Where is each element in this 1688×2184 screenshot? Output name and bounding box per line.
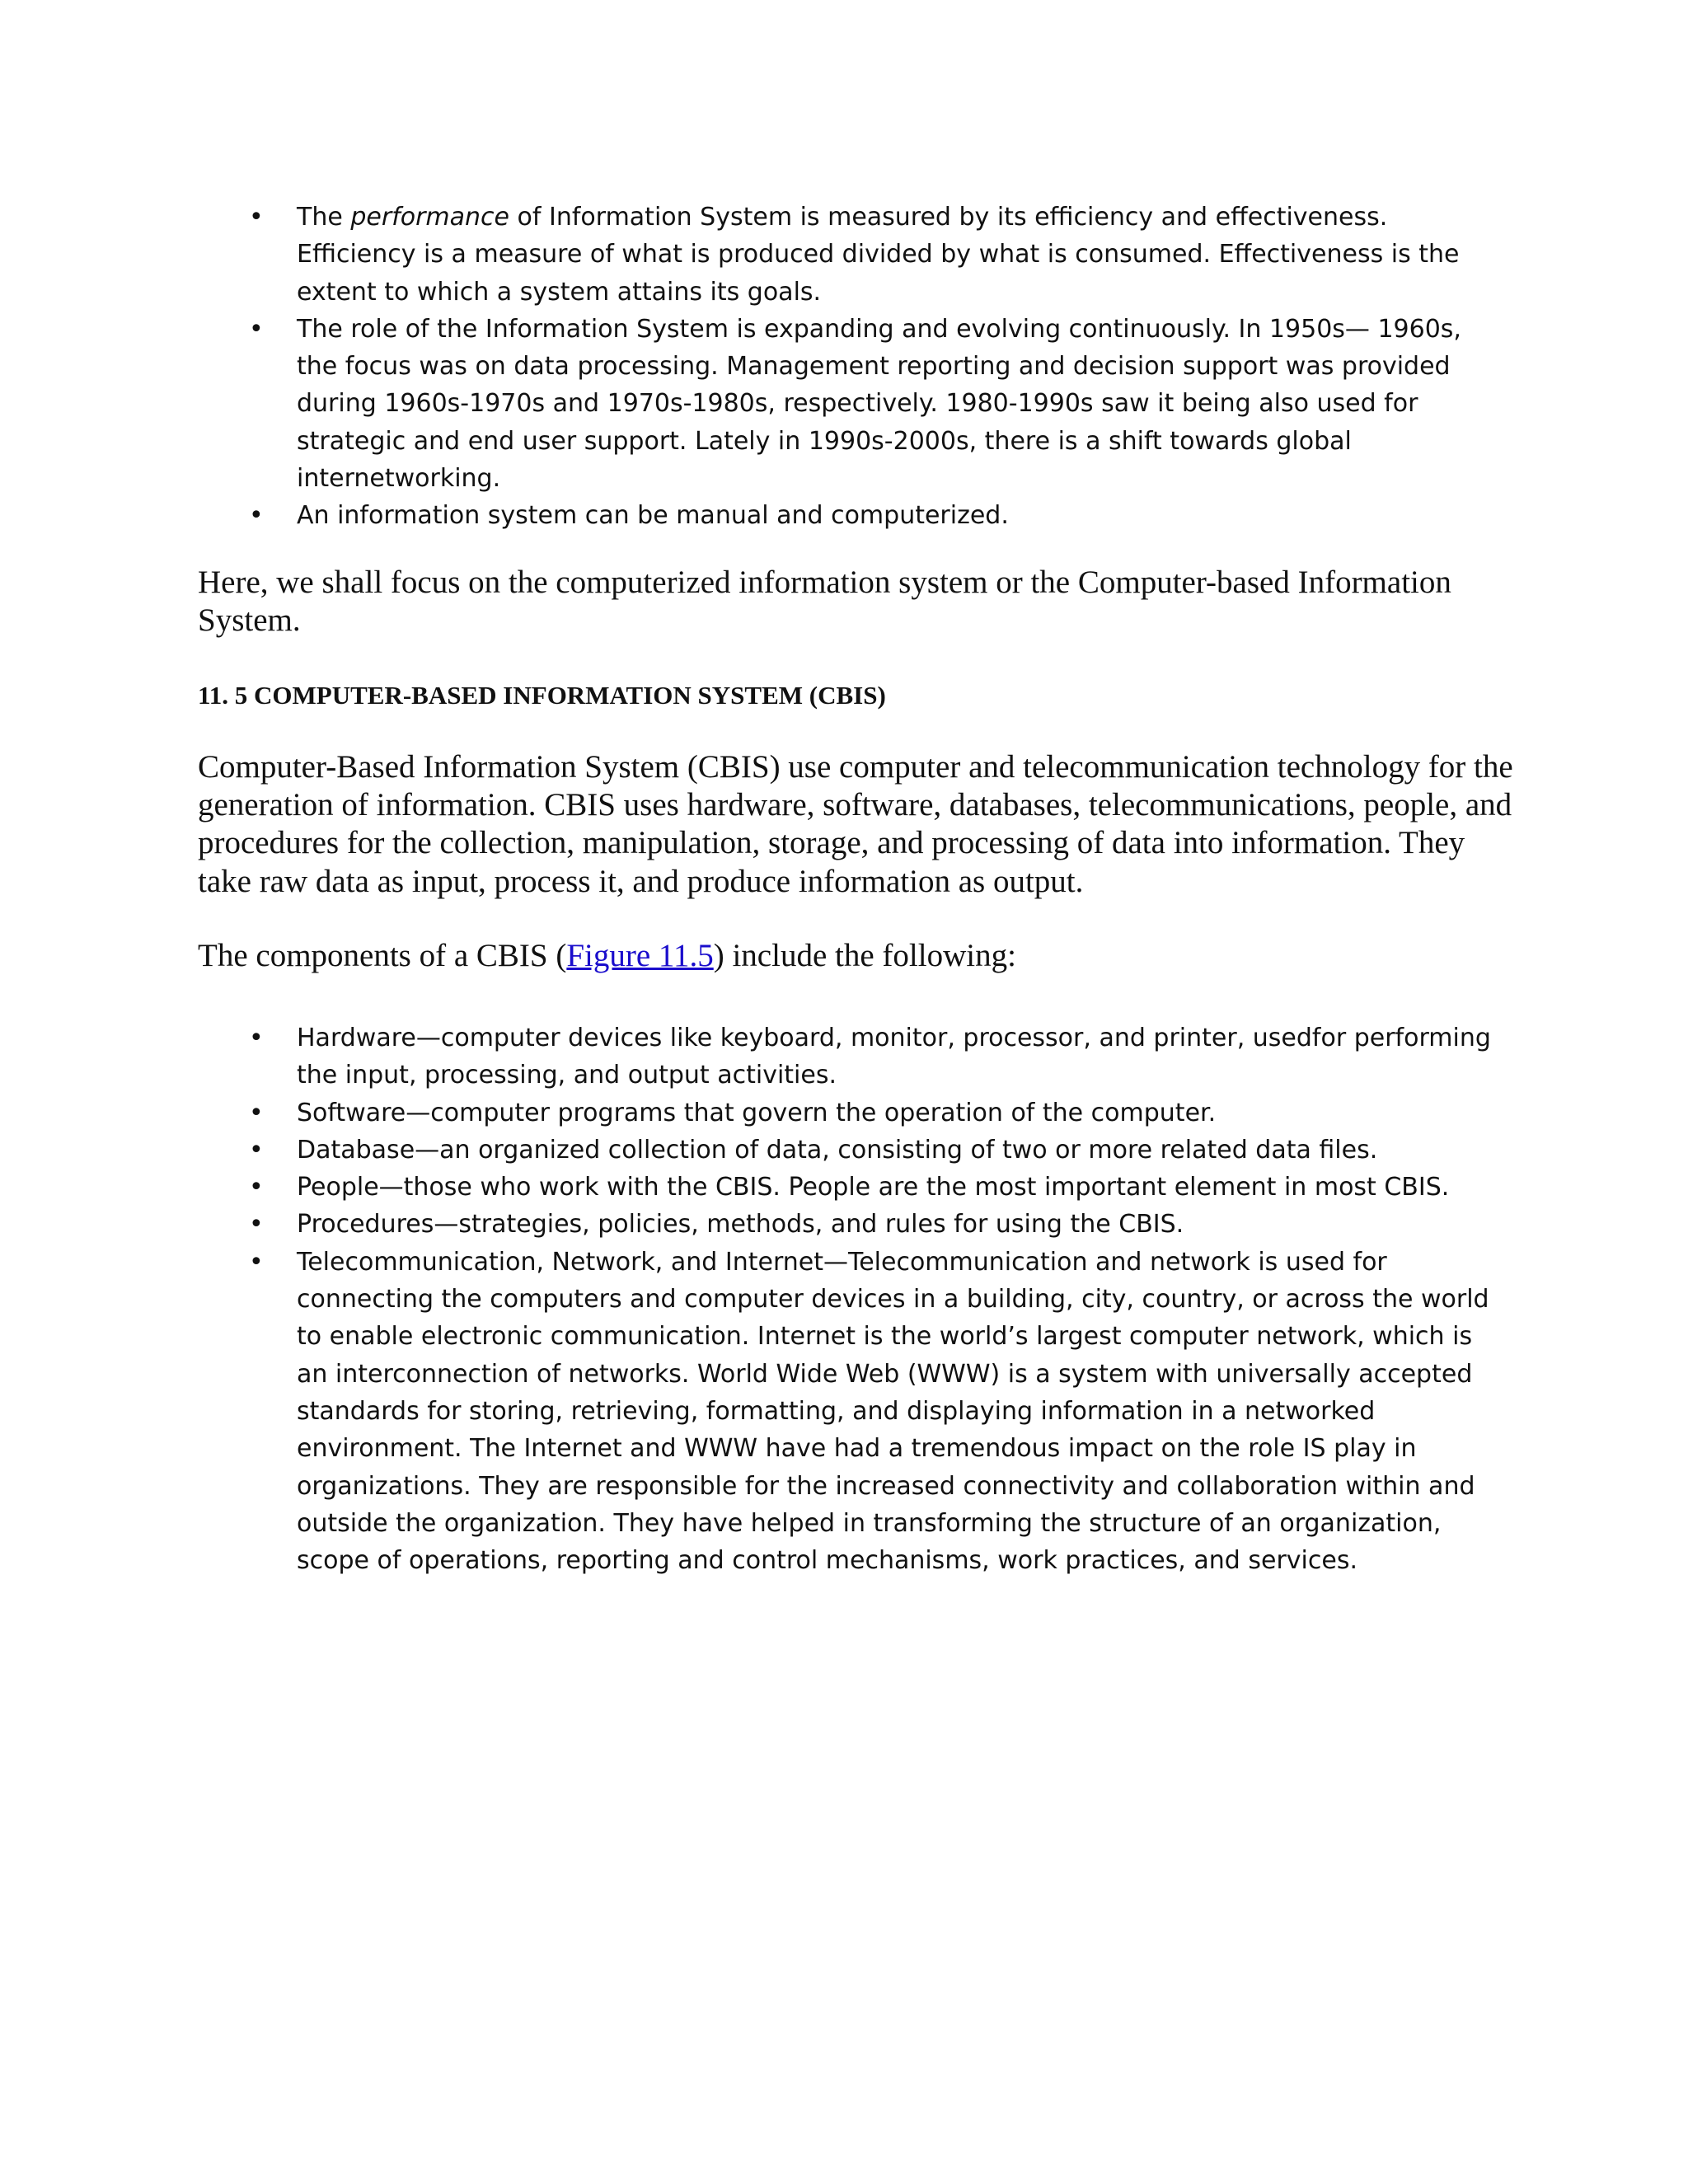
bullet-icon: •: [249, 501, 264, 531]
list-item: [236, 497, 1489, 534]
list-item: [236, 1094, 1497, 1132]
bullet-text: Telecommunication, Network, and Internet—Telecommunication and network is used for connecting the computers and computer devices in a building, city, country, or across the world to enable electronic communication. Internet is the world’s largest computer network, which is an interconnection of networks. World Wide Web (WWW) is a system with universally accepted standards for storing, retrieving, formatting, and displaying information in a networked environment. The Internet and WWW have had a tremendous impact on the role IS play in organizations. They are responsible for the increased connectivity and collaboration within and outside the organization. They have helped in transforming the structure of an organization, scope of operations, reporting and control mechanisms, work practices, and services.: [297, 1247, 1489, 1576]
list-item: [236, 199, 1489, 311]
info-system-bullet-list: [236, 199, 1489, 535]
intro-paragraph: Here, we shall focus on the computerized information system or the Computer-based Information System.: [198, 565, 1451, 638]
figure-link[interactable]: Figure 11.5: [566, 938, 714, 973]
bullet-text: The role of the Information System is expanding and evolving continuously. In 1950s— 1960s, the focus was on data processing. Management reporting and decision support was provided during 1960s-1970s and 1970s-1980s, respectively. 1980-1990s saw it being also used for strategic and end user support. Lately in 1990s-2000s, there is a shift towards global internetworking.: [297, 314, 1461, 494]
bullet-icon: •: [249, 1247, 264, 1277]
components-intro-paragraph: [198, 937, 1016, 975]
list-item: [236, 311, 1489, 497]
bullet-text: Hardware—computer devices like keyboard, monitor, processor, and printer, usedfor performing the input, processing, and output activities.: [297, 1024, 1491, 1090]
bullet-icon: •: [249, 1210, 264, 1240]
bullet-text-prefix: The: [297, 203, 351, 232]
emphasized-term: performance: [350, 203, 509, 232]
bullet-text: Procedures—strategies, policies, methods, and rules for using the CBIS.: [297, 1210, 1184, 1240]
bullet-icon: •: [249, 1173, 264, 1202]
components-intro-before: The components of a CBIS (: [198, 938, 567, 973]
bullet-text-suffix: of Information System is measured by its efficiency and effectiveness. Efficiency is a measure of what is produced divided by what is consumed. Effectiveness is the extent to which a system attains its goals.: [297, 203, 1460, 307]
bullet-text: Software—computer programs that govern the operation of the computer.: [297, 1098, 1217, 1127]
bullet-text: People—those who work with the CBIS. People are the most important element in most CBIS.: [297, 1173, 1450, 1202]
bullet-icon: •: [249, 1135, 264, 1165]
bullet-icon: •: [249, 1024, 264, 1052]
list-item: [236, 1019, 1497, 1094]
bullet-icon: •: [249, 203, 264, 232]
bullet-text: An information system can be manual and computerized.: [297, 501, 1009, 531]
cbis-components-list: [236, 1019, 1497, 1579]
bullet-icon: •: [249, 1098, 264, 1127]
bullet-text: Database—an organized collection of data, consisting of two or more related data files.: [297, 1135, 1378, 1165]
list-item: [236, 1206, 1497, 1243]
bullet-icon: •: [249, 314, 264, 344]
components-intro-after: ) include the following:: [713, 938, 1016, 973]
list-item: [236, 1132, 1497, 1169]
list-item: [236, 1169, 1497, 1206]
cbis-definition-paragraph: Computer-Based Information System (CBIS) use computer and telecommunication technology for the generation of information. CBIS uses hardware, software, databases, telecommunications, people, and procedures for the collection, manipulation, storage, and processing of data into information. They take raw data as input, process it, and produce information as output.: [198, 749, 1513, 899]
section-heading: 11. 5 COMPUTER-BASED INFORMATION SYSTEM (CBIS): [198, 681, 886, 710]
list-item: [236, 1244, 1497, 1580]
